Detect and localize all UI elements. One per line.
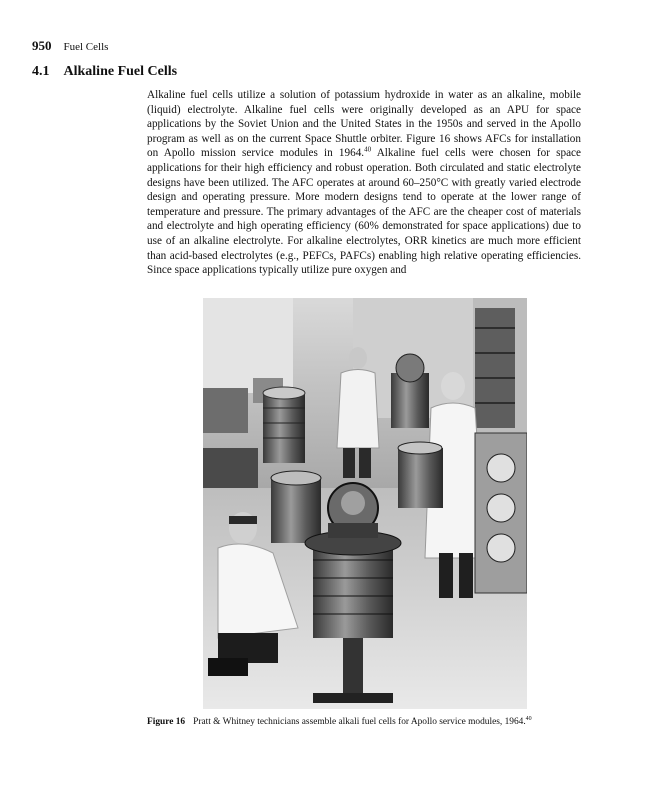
page-number: 950: [32, 38, 52, 53]
figure-photo: [203, 298, 527, 709]
section-number: 4.1: [32, 64, 50, 79]
citation-superscript: 40: [364, 145, 372, 154]
lab-photo-illustration: [203, 298, 527, 709]
body-paragraph: [147, 88, 581, 278]
running-head: [32, 38, 108, 54]
section-title: Alkaline Fuel Cells: [63, 64, 178, 79]
figure-label: Figure 16: [147, 717, 186, 728]
section-heading: [32, 64, 177, 80]
caption-citation: 40: [525, 716, 532, 722]
body-text-part2: Alkaline fuel cells were chosen for space applications for their high efficiency and robust operation. Both circulated and static electrolyte designs have been utilized. The AFC operates at around 60–250°C with greatly varied electrode design and operating pressure. More modern designs tend to operate at the lower range of temperature and pressure. The primary advantages of the AFC are the cheaper cost of materials and electrolyte and high operating efficiency (60% demonstrated for space applications) due to use of an alkaline electrolyte. For alkaline electrolytes, ORR kinetics are much more efficient than acid-based electrolytes (e.g., PEFCs, PAFCs) enabling high relative operating efficiencies. Since space applications typically utilize pure oxygen and: [147, 147, 581, 277]
caption-text: Pratt & Whitney technicians assemble alkali fuel cells for Apollo service modules, 1964.: [193, 717, 526, 728]
body-text-part1: Alkaline fuel cells utilize a solution of potassium hydroxide in water as an alkaline, mobile (liquid) electrolyte. Alkaline fuel cells were originally developed as an APU for space applications by the Soviet Union and the United States in the 1950s and served in the Apollo program as well as on the current Space Shuttle orbiter. Figure 16 shows AFCs for installation on Apollo mission service modules in 1964.: [147, 89, 581, 160]
running-title: Fuel Cells: [63, 41, 109, 53]
figure-caption: [147, 716, 587, 727]
